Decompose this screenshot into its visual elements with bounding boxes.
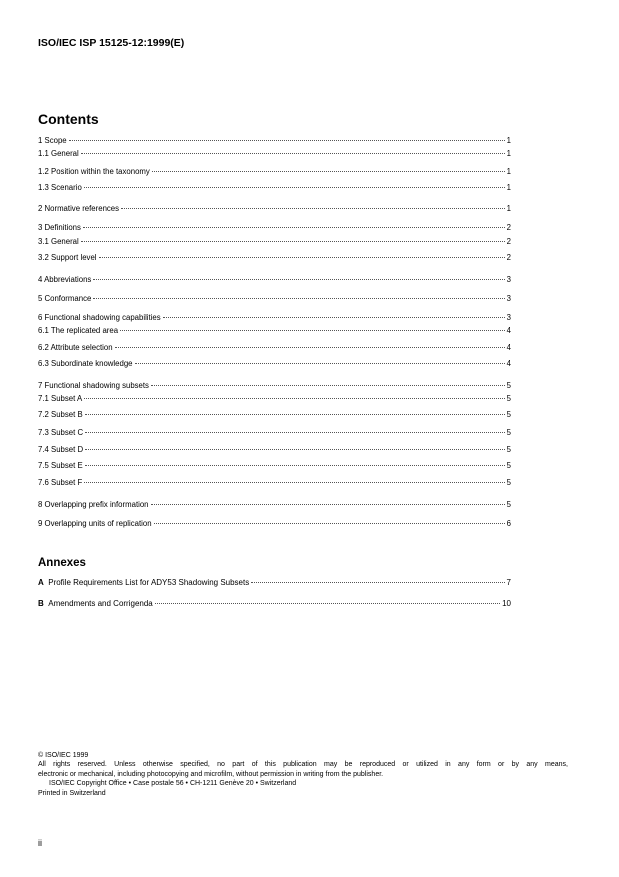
toc-entry-page: 4: [506, 343, 511, 352]
toc-entry-page: 4: [506, 326, 511, 335]
toc-leader-dots: [85, 414, 505, 415]
toc-entry[interactable]: [38, 342, 511, 353]
toc-leader-dots: [151, 385, 505, 386]
annex-entry[interactable]: [38, 577, 511, 588]
toc-entry-label: 6.3 Subordinate knowledge: [38, 359, 133, 368]
toc-leader-dots: [81, 153, 505, 154]
toc-entry-label: 7.5 Subset E: [38, 461, 83, 470]
annex-letter: B: [38, 599, 44, 608]
toc-leader-dots: [93, 298, 504, 299]
toc-entry[interactable]: [38, 222, 511, 233]
toc-entry-label: 7.1 Subset A: [38, 394, 83, 403]
toc-entry[interactable]: [38, 409, 511, 420]
rights-statement-line-1: All rights reserved. Unless otherwise specified, no part of this publication may be reproduced or utilized in any form or by any means,: [38, 761, 568, 769]
toc-entry-page: 5: [506, 445, 511, 454]
toc-entry[interactable]: [38, 252, 511, 263]
toc-leader-dots: [152, 171, 505, 172]
toc-entry[interactable]: [38, 148, 511, 159]
annex-entry[interactable]: [38, 598, 511, 609]
toc-leader-dots: [93, 279, 504, 280]
toc-leader-dots: [84, 187, 505, 188]
toc-entry-page: 1: [506, 136, 511, 145]
annex-letter: A: [38, 578, 44, 587]
toc-entry-label: 4 Abbreviations: [38, 275, 92, 284]
contents-heading: Contents: [38, 111, 99, 127]
document-header: ISO/IEC ISP 15125-12:1999(E): [38, 37, 185, 49]
toc-entry-page: 5: [506, 500, 511, 509]
toc-entry-page: 5: [506, 410, 511, 419]
toc-entry-page: 1: [506, 149, 511, 158]
toc-entry-label: 1.1 General: [38, 149, 79, 158]
toc-entry-label: 2 Normative references: [38, 204, 120, 213]
toc-leader-dots: [135, 363, 505, 364]
toc-entry-label: 6.2 Attribute selection: [38, 343, 113, 352]
annex-page: 7: [506, 578, 511, 587]
toc-leader-dots: [121, 208, 505, 209]
toc-entry[interactable]: [38, 460, 511, 471]
toc-leader-dots: [151, 504, 505, 505]
toc-entry[interactable]: [38, 358, 511, 369]
toc-leader-dots: [85, 465, 505, 466]
toc-entry-label: 9 Overlapping units of replication: [38, 519, 152, 528]
toc-entry-label: 6.1 The replicated area: [38, 326, 119, 335]
toc-entry-label: 5 Conformance: [38, 294, 92, 303]
toc-entry-page: 5: [506, 428, 511, 437]
toc-leader-dots: [84, 482, 504, 483]
toc-entry[interactable]: [38, 444, 511, 455]
toc-entry-label: 3 Definitions: [38, 223, 81, 232]
page-number: ii: [38, 838, 42, 848]
toc-entry-label: 1.3 Scenario: [38, 183, 82, 192]
toc-entry-page: 5: [506, 461, 511, 470]
toc-entry-page: 6: [506, 519, 511, 528]
toc-leader-dots: [84, 398, 504, 399]
toc-leader-dots: [85, 432, 505, 433]
toc-leader-dots: [81, 241, 505, 242]
copyright-notice: © ISO/IEC 1999: [38, 752, 89, 759]
toc-entry[interactable]: [38, 293, 511, 304]
annexes-heading: Annexes: [38, 557, 86, 569]
toc-leader-dots: [154, 523, 505, 524]
annex-page: 10: [502, 599, 511, 608]
toc-entry-page: 5: [506, 478, 511, 487]
toc-entry-label: 7.6 Subset F: [38, 478, 83, 487]
annex-title: Amendments and Corrigenda: [48, 599, 153, 608]
toc-entry-page: 3: [506, 313, 511, 322]
toc-leader-dots: [83, 227, 505, 228]
toc-entry[interactable]: [38, 477, 511, 488]
toc-entry[interactable]: [38, 380, 511, 391]
toc-entry-label: 7.4 Subset D: [38, 445, 84, 454]
toc-leader-dots: [163, 317, 505, 318]
toc-entry-label: 1 Scope: [38, 136, 67, 145]
toc-entry-label: 7.3 Subset C: [38, 428, 84, 437]
rights-statement-line-2: electronic or mechanical, including photocopying and microfilm, without permission in writing from the publisher.: [38, 770, 384, 778]
toc-entry[interactable]: [38, 166, 511, 177]
copyright-office-address: ISO/IEC Copyright Office • Case postale 56 • CH-1211 Genève 20 • Switzerland: [49, 780, 297, 788]
toc-entry-page: 3: [506, 294, 511, 303]
toc-entry[interactable]: [38, 518, 511, 529]
toc-entry-label: 8 Overlapping prefix information: [38, 500, 149, 509]
toc-leader-dots: [69, 140, 505, 141]
copyright-footer: [38, 751, 568, 798]
toc-entry-label: 1.2 Position within the taxonomy: [38, 167, 150, 176]
toc-leader-dots: [115, 347, 505, 348]
toc-entry-label: 3.2 Support level: [38, 253, 97, 262]
toc-entry[interactable]: [38, 274, 511, 285]
toc-entry-label: 3.1 General: [38, 237, 79, 246]
annex-title: Profile Requirements List for ADY53 Shadowing Subsets: [48, 578, 250, 587]
toc-entry[interactable]: [38, 393, 511, 404]
toc-entry[interactable]: [38, 203, 511, 214]
toc-entry[interactable]: [38, 312, 511, 323]
toc-entry-page: 1: [506, 167, 511, 176]
toc-entry-label: 6 Functional shadowing capabilities: [38, 313, 161, 322]
toc-leader-dots: [155, 603, 500, 604]
toc-entry-page: 4: [506, 359, 511, 368]
toc-entry-page: 2: [506, 253, 511, 262]
printed-location: Printed in Switzerland: [38, 789, 106, 797]
toc-entry[interactable]: [38, 182, 511, 193]
toc-entry-page: 1: [506, 204, 511, 213]
toc-leader-dots: [120, 330, 505, 331]
toc-entry-page: 1: [506, 183, 511, 192]
toc-entry-page: 2: [506, 223, 511, 232]
toc-entry[interactable]: [38, 236, 511, 247]
toc-leader-dots: [99, 257, 505, 258]
toc-leader-dots: [251, 582, 504, 583]
toc-entry[interactable]: [38, 499, 511, 510]
toc-entry[interactable]: [38, 135, 511, 146]
toc-entry-page: 2: [506, 237, 511, 246]
toc-entry[interactable]: [38, 325, 511, 336]
toc-entry-page: 3: [506, 275, 511, 284]
toc-entry-label: 7.2 Subset B: [38, 410, 83, 419]
toc-entry-page: 5: [506, 381, 511, 390]
toc-entry-page: 5: [506, 394, 511, 403]
toc-leader-dots: [85, 449, 505, 450]
toc-entry-label: 7 Functional shadowing subsets: [38, 381, 149, 390]
toc-entry[interactable]: [38, 427, 511, 438]
